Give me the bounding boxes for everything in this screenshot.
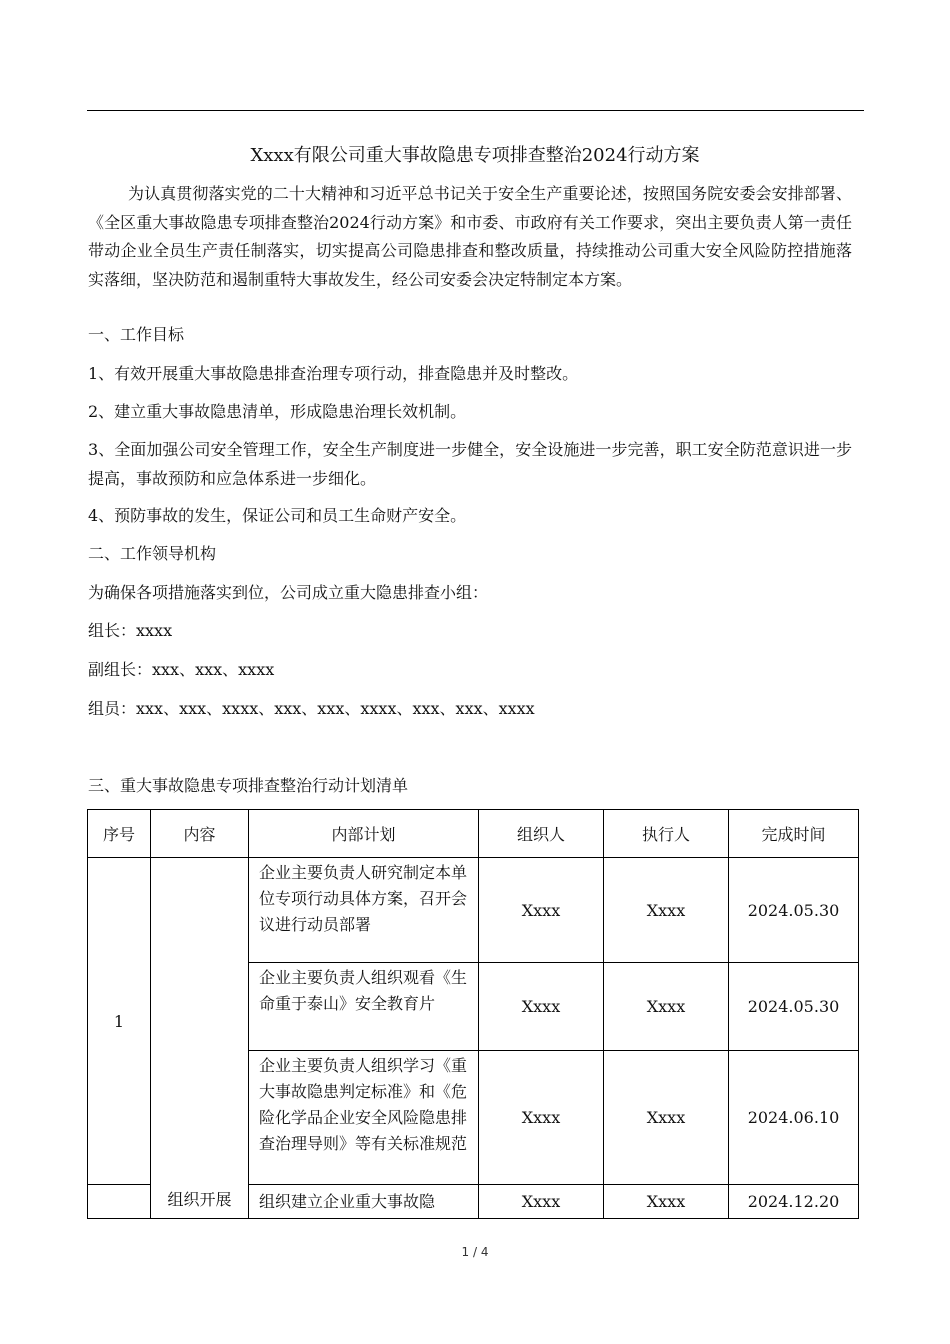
deputy-leader: 副组长：xxx、xxx、xxxx [88, 660, 275, 679]
table-header-row [88, 810, 859, 858]
executor-cell: Xxxx [604, 1051, 729, 1185]
document-title: Xxxx有限公司重大事故隐患专项排查整治2024行动方案 [250, 145, 700, 166]
date-cell: 2024.05.30 [729, 963, 859, 1051]
page-number: 1 / 4 [461, 1245, 489, 1259]
action-plan-table [87, 809, 859, 1219]
header-plan: 内部计划 [249, 810, 479, 858]
plan-cell: 企业主要负责人组织学习《重大事故隐患判定标准》和《危险化学品企业安全风险隐患排查治理导则》等有关标准规范 [249, 1051, 479, 1185]
section-heading-org: 二、工作领导机构 [88, 544, 217, 563]
goal-item: 1、有效开展重大事故隐患排查治理专项行动，排查隐患并及时整改。 [88, 364, 579, 383]
plan-cell: 组织建立企业重大事故隐 [249, 1185, 479, 1219]
header-content: 内容 [151, 810, 249, 858]
date-cell: 2024.05.30 [729, 858, 859, 963]
content-cell: 组织开展 [151, 858, 249, 1219]
executor-cell: Xxxx [604, 1185, 729, 1219]
header-organizer: 组织人 [479, 810, 604, 858]
seq-cell-empty [88, 1185, 151, 1219]
group-leader: 组长：xxxx [88, 621, 173, 640]
header-rule [87, 110, 864, 111]
plan-cell: 企业主要负责人组织观看《生命重于泰山》安全教育片 [249, 963, 479, 1051]
section-heading-goals: 一、工作目标 [88, 325, 185, 344]
header-date: 完成时间 [729, 810, 859, 858]
organizer-cell: Xxxx [479, 1051, 604, 1185]
executor-cell: Xxxx [604, 963, 729, 1051]
group-members: 组员：xxx、xxx、xxxx、xxx、xxx、xxxx、xxx、xxx、xxxx [88, 699, 535, 718]
header-executor: 执行人 [604, 810, 729, 858]
plan-cell: 企业主要负责人研究制定本单位专项行动具体方案，召开会议进行动员部署 [249, 858, 479, 963]
intro-paragraph: 为认真贯彻落实党的二十大精神和习近平总书记关于安全生产重要论述，按照国务院安委会安排部署、《全区重大事故隐患专项排查整治2024行动方案》和市委、市政府有关工作要求，突出主要负责人第一责任带动企业全员生产责任制落实，切实提高公司隐患排查和整改质量，持续推动公司重大安全风险防控措施落实落细，坚决防范和遏制重特大事故发生，经公司安委会决定特制定本方案。 [88, 184, 852, 289]
organizer-cell: Xxxx [479, 1185, 604, 1219]
executor-cell: Xxxx [604, 858, 729, 963]
org-intro: 为确保各项措施落实到位，公司成立重大隐患排查小组： [88, 583, 489, 602]
seq-cell: 1 [88, 858, 151, 1185]
table-row [88, 858, 859, 963]
date-cell: 2024.06.10 [729, 1051, 859, 1185]
goal-item: 3、全面加强公司安全管理工作，安全生产制度进一步健全，安全设施进一步完善，职工安全防范意识进一步提高，事故预防和应急体系进一步细化。 [88, 440, 852, 488]
organizer-cell: Xxxx [479, 963, 604, 1051]
organizer-cell: Xxxx [479, 858, 604, 963]
header-seq: 序号 [88, 810, 151, 858]
date-cell: 2024.12.20 [729, 1185, 859, 1219]
goal-item: 4、预防事故的发生，保证公司和员工生命财产安全。 [88, 506, 467, 525]
goal-item: 2、建立重大事故隐患清单，形成隐患治理长效机制。 [88, 402, 467, 421]
section-heading-plan: 三、重大事故隐患专项排查整治行动计划清单 [88, 776, 409, 795]
